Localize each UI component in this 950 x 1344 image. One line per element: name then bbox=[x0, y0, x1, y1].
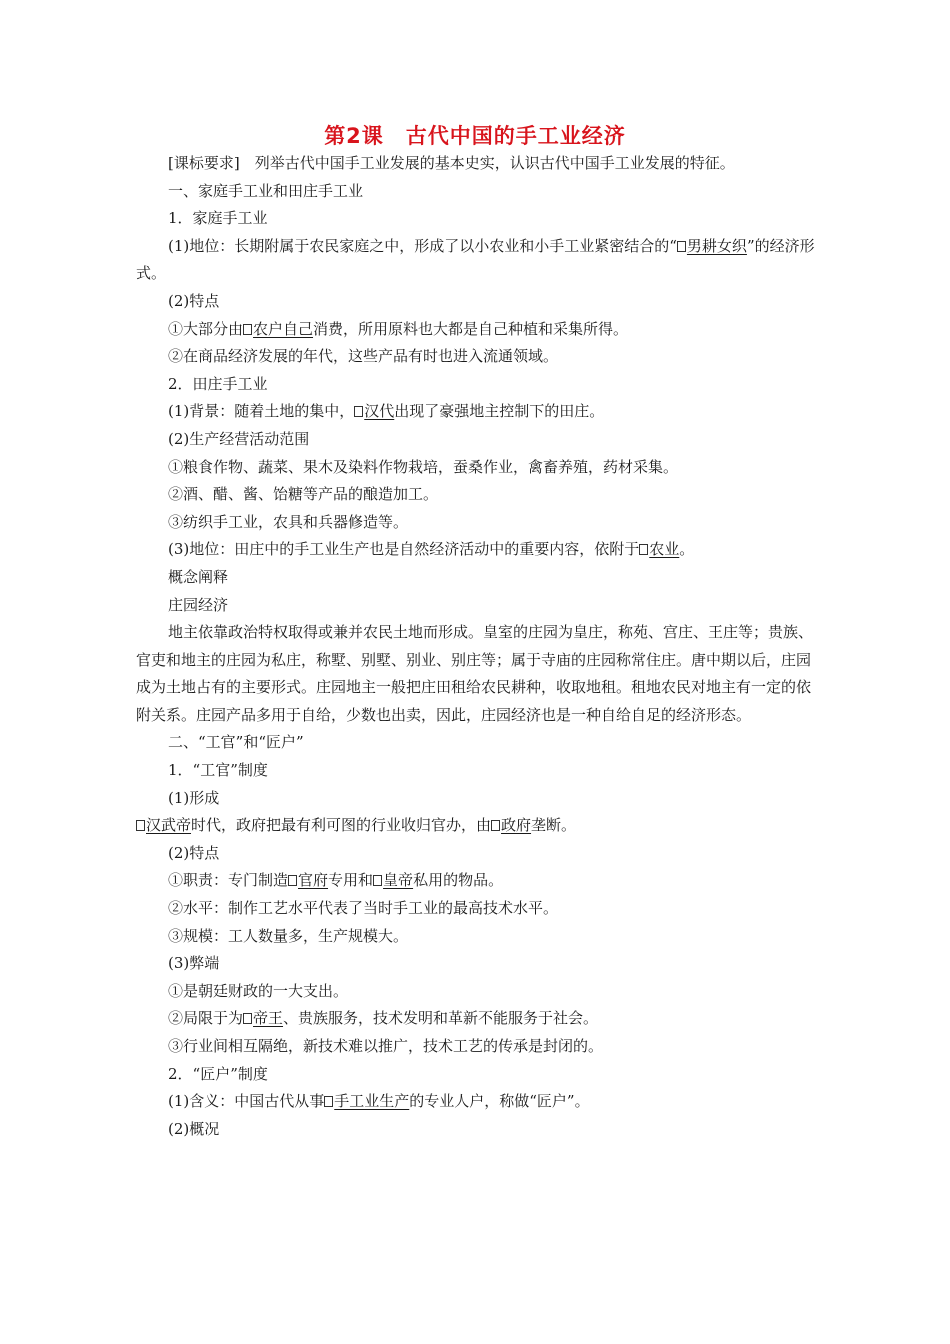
gongguan-flaws-heading: (3)弊端 bbox=[168, 954, 220, 973]
fill-blank: 农业 bbox=[639, 540, 679, 558]
jianghu-definition: (1)含义：中国古代从事 手工业生产的专业人户，称做“匠户”。 bbox=[168, 1092, 590, 1111]
blank-box-icon bbox=[288, 875, 297, 886]
gongguan-flaw-2: ②局限于为 帝王、贵族服务，技术发明和革新不能服务于社会。 bbox=[168, 1009, 599, 1028]
subsection-manor-handicraft: 2．田庄手工业 bbox=[168, 374, 268, 393]
gongguan-features-heading: (2)特点 bbox=[168, 843, 220, 862]
concept-heading: 概念阐释 bbox=[168, 567, 229, 586]
blank-box-icon bbox=[354, 406, 363, 417]
fill-blank: 手工业生产 bbox=[324, 1092, 409, 1110]
section-2-heading: 二、“工官”和“匠户” bbox=[168, 733, 304, 752]
gongguan-feature-3: ③规模：工人数量多，生产规模大。 bbox=[168, 926, 409, 945]
subsection-jianghu: 2．“匠户”制度 bbox=[168, 1064, 268, 1083]
curriculum-requirement bbox=[136, 150, 816, 178]
blank-box-icon bbox=[491, 820, 500, 831]
family-status: (1)地位：长期附属于农民家庭之中，形成了以小农业和小手工业紧密结合的“ 男耕女织”的经济形式。 bbox=[136, 236, 815, 283]
gongguan-flaw-3: ③行业间相互隔绝，新技术难以推广，技术工艺的传承是封闭的。 bbox=[168, 1037, 604, 1055]
section-1-heading: 一、家庭手工业和田庄手工业 bbox=[168, 181, 364, 200]
blank-box-icon bbox=[136, 820, 145, 831]
manor-scope-heading: (2)生产经营活动范围 bbox=[168, 429, 310, 448]
family-features-heading: (2)特点 bbox=[168, 291, 220, 310]
manor-background: (1)背景：随着土地的集中， 汉代出现了豪强地主控制下的田庄。 bbox=[168, 402, 605, 421]
requirement-label: [课标要求] bbox=[168, 154, 240, 172]
gongguan-flaw-1: ①是朝廷财政的一大支出。 bbox=[168, 981, 349, 1000]
gongguan-feature-1: ①职责：专门制造 官府专用和 皇帝私用的物品。 bbox=[168, 871, 504, 890]
manor-scope-1: ①粮食作物、蔬菜、果木及染料作物栽培，蚕桑作业，禽畜养殖，药材采集。 bbox=[168, 457, 679, 476]
gongguan-formation: 汉武帝时代，政府把最有利可图的行业收归官办，由 政府垄断。 bbox=[136, 812, 816, 840]
fill-blank: 皇帝 bbox=[373, 871, 413, 889]
fill-blank: 官府 bbox=[288, 871, 328, 889]
gongguan-feature-2: ②水平：制作工艺水平代表了当时手工业的最高技术水平。 bbox=[168, 899, 559, 918]
fill-blank: 农户自己 bbox=[243, 320, 313, 338]
blank-box-icon bbox=[324, 1096, 333, 1107]
fill-blank: 汉武帝 bbox=[136, 816, 191, 834]
family-feature-2: ②在商品经济发展的年代，这些产品有时也进入流通领域。 bbox=[168, 347, 559, 366]
concept-text: 地主依靠政治特权取得或兼并农民土地而形成。皇室的庄园为皇庄，称苑、宫庄、王庄等；贵族、官吏和地主的庄园为私庄，称墅、别墅、别业、别庄等；属于寺庙的庄园称常住庄。唐中期以后，庄园成为土地占有的主要形式。庄园地主一般把庄田租给农民耕种，收取地租。租地农民对地主有一定的依附关系。庄园产品多用于自给，少数也出卖，因此，庄园经济也是一种自给自足的经济形态。 bbox=[136, 623, 814, 724]
blank-box-icon bbox=[677, 241, 686, 252]
blank-box-icon bbox=[639, 544, 648, 555]
family-feature-1: ①大部分由 农户自己消费，所用原料也大都是自己种植和采集所得。 bbox=[168, 319, 629, 338]
blank-box-icon bbox=[243, 1013, 252, 1024]
lesson-title: 第2课 古代中国的手工业经济 bbox=[324, 124, 626, 148]
fill-blank: 汉代 bbox=[354, 402, 394, 420]
blank-box-icon bbox=[373, 875, 382, 886]
blank-box-icon bbox=[243, 324, 252, 335]
fill-blank: 政府 bbox=[491, 816, 531, 834]
requirement-text: 列举古代中国手工业发展的基本史实，认识古代中国手工业发展的特征。 bbox=[239, 154, 735, 172]
subsection-gongguan: 1．“工官”制度 bbox=[168, 761, 268, 780]
manor-status: (3)地位：田庄中的手工业生产也是自然经济活动中的重要内容，依附于 农业。 bbox=[168, 540, 695, 559]
manor-scope-2: ②酒、醋、酱、饴糖等产品的酿造加工。 bbox=[168, 485, 439, 504]
fill-blank: 帝王 bbox=[243, 1009, 283, 1027]
document-body bbox=[136, 150, 816, 1143]
subsection-family-handicraft: 1．家庭手工业 bbox=[168, 209, 268, 228]
concept-term: 庄园经济 bbox=[168, 595, 229, 614]
jianghu-overview-heading: (2)概况 bbox=[168, 1119, 220, 1138]
manor-scope-3: ③纺织手工业，农具和兵器修造等。 bbox=[168, 512, 409, 531]
gongguan-formation-heading: (1)形成 bbox=[168, 788, 220, 807]
fill-blank: 男耕女织 bbox=[677, 237, 747, 255]
